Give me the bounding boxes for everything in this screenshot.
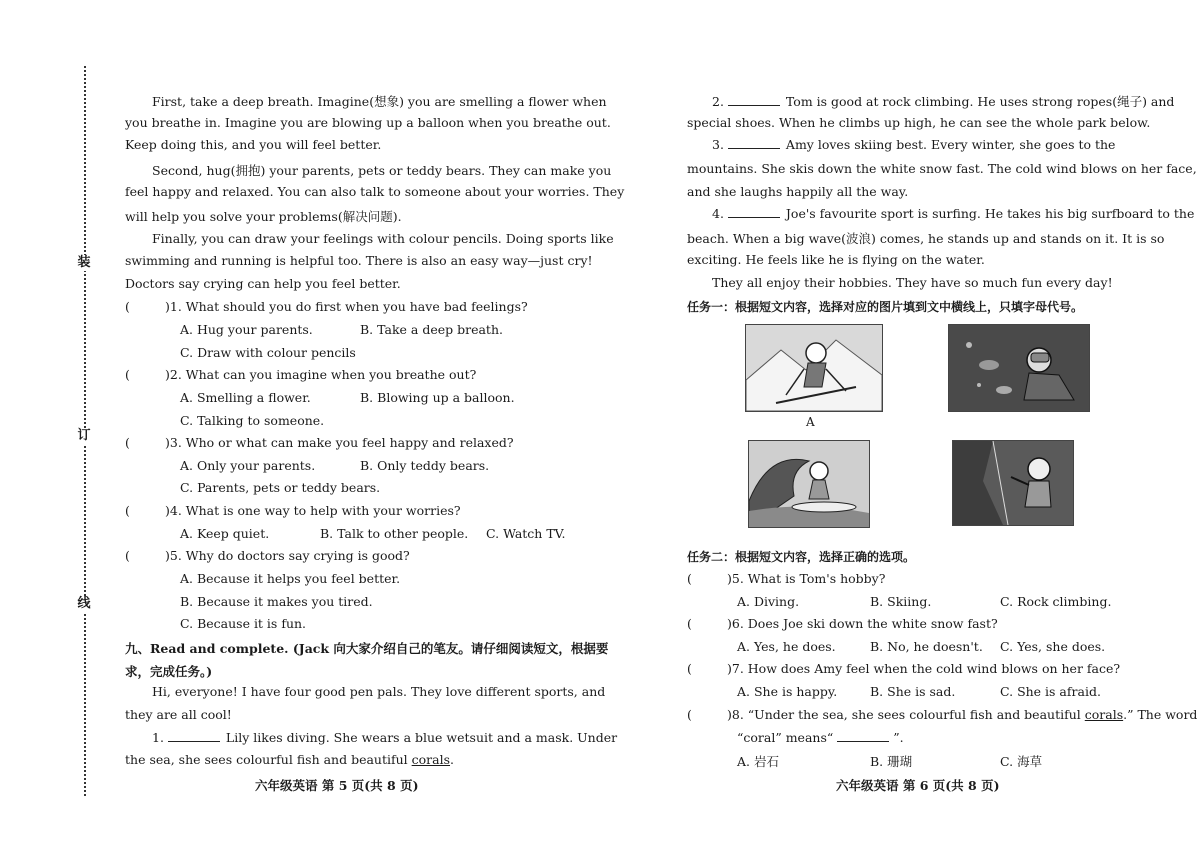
r6-option-b: B. No, he doesn't. — [870, 639, 983, 654]
question-stem: “coral” means“ — [737, 730, 834, 745]
q4-option-b: B. Talk to other people. — [320, 526, 469, 541]
answer-paren[interactable]: ( — [125, 299, 130, 314]
skiing-picture — [745, 324, 883, 412]
underlined-word: corals — [411, 752, 451, 767]
question-1 — [125, 299, 528, 314]
item-text: Amy loves skiing best. Every winter, she goes to the — [785, 137, 1116, 152]
rock-climbing-picture — [952, 440, 1074, 526]
passage-line: First, take a deep breath. Imagine(想象) you are smelling a flower when — [152, 94, 607, 109]
question-5 — [125, 548, 410, 563]
page-footer: 六年级英语 第 6 页(共 8 页) — [836, 778, 1000, 793]
item-4 — [712, 206, 1194, 221]
q5-option-b: B. Because it makes you tired. — [180, 594, 373, 609]
picture-label-a: A — [806, 415, 815, 429]
answer-paren[interactable]: ( — [125, 548, 130, 563]
right-page — [600, 0, 1200, 849]
r5-option-c: C. Rock climbing. — [1000, 594, 1112, 609]
r5-option-b: B. Skiing. — [870, 594, 932, 609]
item-number: 2. — [712, 94, 724, 109]
question-stem: )5. Why do doctors say crying is good? — [165, 548, 410, 563]
item-1-cont — [125, 752, 454, 767]
question-stem: )5. What is Tom's hobby? — [727, 571, 886, 586]
question-stem: )8. “Under the sea, she sees colourful fish and beautiful — [727, 707, 1085, 722]
question-stem: .” The word — [1123, 707, 1198, 722]
question-stem: ”. — [893, 730, 904, 745]
answer-paren[interactable]: ( — [125, 435, 130, 450]
question-stem: )4. What is one way to help with your worries? — [165, 503, 461, 518]
answer-paren[interactable]: ( — [687, 707, 692, 722]
q5-option-a: A. Because it helps you feel better. — [180, 571, 401, 586]
question-r7 — [687, 661, 1120, 676]
question-2 — [125, 367, 476, 382]
item-text: and she laughs happily all the way. — [687, 184, 909, 199]
question-stem: )6. Does Joe ski down the white snow fast? — [727, 616, 998, 631]
r8-option-b: B. 珊瑚 — [870, 754, 913, 769]
r8-option-c: C. 海草 — [1000, 754, 1043, 769]
passage-line: Doctors say crying can help you feel better. — [125, 276, 401, 291]
answer-blank-coral[interactable] — [837, 730, 889, 742]
question-r8 — [687, 707, 1197, 722]
q4-option-a: A. Keep quiet. — [180, 526, 270, 541]
task-2-instruction: 任务二：根据短文内容，选择正确的选项。 — [687, 550, 916, 564]
passage-line: feel happy and relaxed. You can also talk to someone about your worries. They — [125, 184, 625, 199]
question-r8-cont — [737, 730, 904, 745]
q1-option-c: C. Draw with colour pencils — [180, 345, 356, 360]
intro-line: they are all cool! — [125, 707, 232, 722]
q2-option-a: A. Smelling a flower. — [180, 390, 311, 405]
item-2 — [712, 92, 1174, 110]
passage-line: you breathe in. Imagine you are blowing up a balloon when you breathe out. — [125, 115, 611, 130]
passage-line: Second, hug(拥抱) your parents, pets or teddy bears. They can make you — [152, 163, 612, 178]
item-text: special shoes. When he climbs up high, he can see the whole park below. — [687, 115, 1151, 130]
q3-option-b: B. Only teddy bears. — [360, 458, 490, 473]
r7-option-b: B. She is sad. — [870, 684, 956, 699]
item-number: 4. — [712, 206, 724, 221]
answer-paren[interactable]: ( — [125, 503, 130, 518]
q3-option-a: A. Only your parents. — [180, 458, 316, 473]
item-number: 1. — [152, 730, 164, 745]
item-text: . — [450, 752, 454, 767]
q5-option-c: C. Because it is fun. — [180, 616, 307, 631]
r5-option-a: A. Diving. — [737, 594, 800, 609]
r6-option-c: C. Yes, she does. — [1000, 639, 1106, 654]
page-footer: 六年级英语 第 5 页(共 8 页) — [255, 778, 419, 793]
answer-blank-4[interactable] — [728, 206, 780, 218]
task-1-instruction: 任务一：根据短文内容，选择对应的图片填到文中横线上，只填字母代号。 — [687, 300, 1084, 314]
passage-line: will help you solve your problems(解决问题). — [125, 209, 402, 224]
answer-blank-3[interactable] — [728, 137, 780, 149]
underlined-word: corals — [1084, 707, 1124, 722]
item-text: the sea, she sees colourful fish and beautiful — [125, 752, 412, 767]
item-text: mountains. She skis down the white snow fast. The cold wind blows on her face, — [687, 161, 1197, 176]
intro-line: Hi, everyone! I have four good pen pals. They love different sports, and — [152, 684, 606, 699]
answer-blank-1[interactable] — [168, 730, 220, 742]
r6-option-a: A. Yes, he does. — [737, 639, 836, 654]
passage-line: Keep doing this, and you will feel better. — [125, 137, 382, 152]
q2-option-c: C. Talking to someone. — [180, 413, 325, 428]
q1-option-b: B. Take a deep breath. — [360, 322, 503, 337]
question-stem: )7. How does Amy feel when the cold wind blows on her face? — [727, 661, 1121, 676]
closing-line: They all enjoy their hobbies. They have so much fun every day! — [712, 275, 1113, 290]
answer-paren[interactable]: ( — [125, 367, 130, 382]
r7-option-a: A. She is happy. — [737, 684, 838, 699]
diving-picture — [948, 324, 1090, 412]
answer-blank-2[interactable] — [728, 94, 780, 106]
question-stem: )1. What should you do first when you have bad feelings? — [165, 299, 528, 314]
surfing-picture — [748, 440, 870, 528]
item-text: Joe's favourite sport is surfing. He takes his big surfboard to the — [785, 206, 1195, 221]
binding-label-ding: 订 — [77, 428, 91, 443]
question-stem: )2. What can you imagine when you breathe out? — [165, 367, 477, 382]
item-text: exciting. He feels like he is flying on the water. — [687, 252, 985, 267]
r8-option-a: A. 岩石 — [737, 754, 779, 769]
section-9-heading: 九、Read and complete. (Jack 向大家介绍自己的笔友。请仔细阅读短文，根据要 — [125, 641, 609, 656]
item-number: 3. — [712, 137, 724, 152]
q4-option-c: C. Watch TV. — [486, 526, 566, 541]
item-text: Tom is good at rock climbing. He uses strong ropes(绳子) and — [785, 94, 1175, 109]
r7-option-c: C. She is afraid. — [1000, 684, 1101, 699]
answer-paren[interactable]: ( — [687, 661, 692, 676]
q3-option-c: C. Parents, pets or teddy bears. — [180, 480, 381, 495]
q1-option-a: A. Hug your parents. — [180, 322, 313, 337]
item-text: beach. When a big wave(波浪) comes, he stands up and stands on it. It is so — [687, 231, 1165, 246]
question-r6 — [687, 616, 998, 631]
question-3 — [125, 435, 514, 450]
question-r5 — [687, 571, 885, 586]
binding-label-xian: 线 — [77, 596, 91, 611]
passage-line: swimming and running is helpful too. There is also an easy way—just cry! — [125, 253, 593, 268]
binding-label-zhuang: 装 — [77, 255, 91, 270]
item-text: Lily likes diving. She wears a blue wetsuit and a mask. Under — [225, 730, 618, 745]
question-4 — [125, 503, 461, 518]
passage-line: Finally, you can draw your feelings with colour pencils. Doing sports like — [152, 231, 614, 246]
section-9-heading-cont: 求，完成任务。) — [125, 664, 213, 679]
q2-option-b: B. Blowing up a balloon. — [360, 390, 515, 405]
answer-paren[interactable]: ( — [687, 571, 692, 586]
item-1 — [152, 730, 617, 745]
answer-paren[interactable]: ( — [687, 616, 692, 631]
item-3 — [712, 137, 1115, 152]
question-stem: )3. Who or what can make you feel happy and relaxed? — [165, 435, 514, 450]
